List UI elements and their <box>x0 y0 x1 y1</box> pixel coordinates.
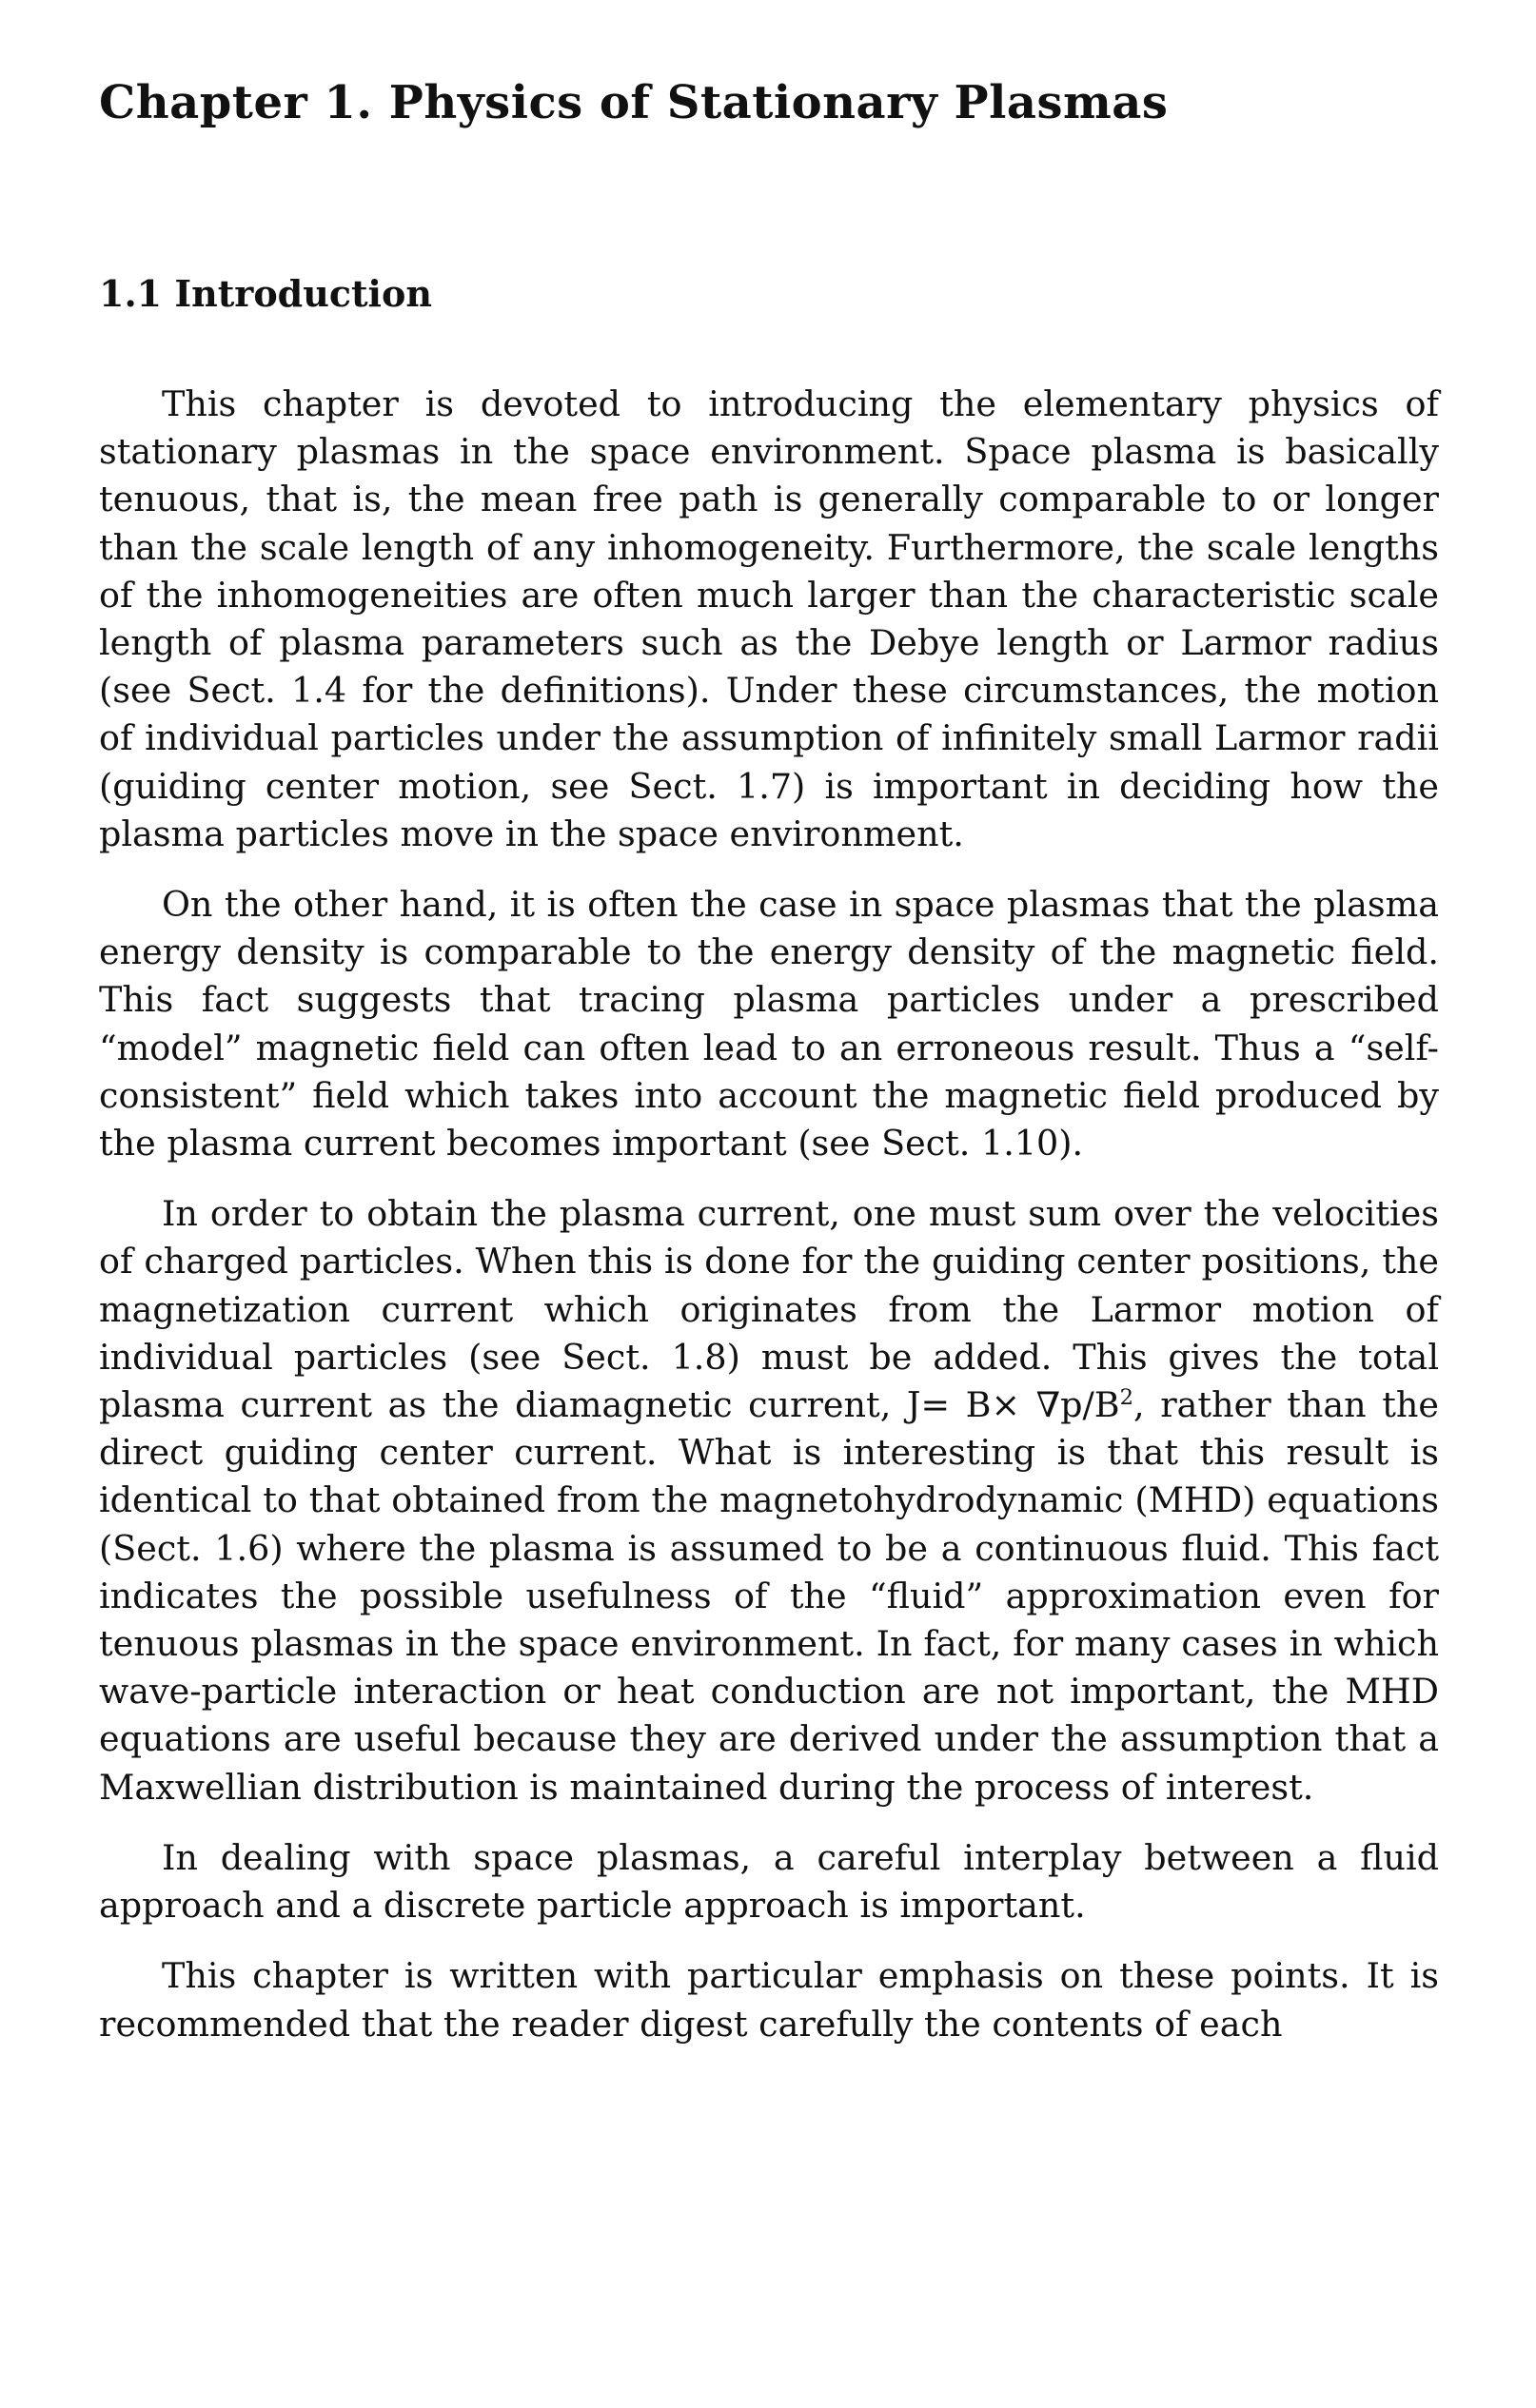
paragraph-fluid-particle-interplay: In dealing with space plasmas, a careful interplay between a fluid approach and a discrete particle approach is important. <box>99 1836 1439 1927</box>
paragraph-emphasis: This chapter is written with particular emphasis on these points. It is recommended that the reader digest carefully the contents of each <box>99 1955 1439 2045</box>
paragraph-plasma-current-text-end: , rather than the direct guiding center current. What is interesting is that this result is identical to that obtained from the magnetohydrodynamic (MHD) equations (Sect. 1.6) where the plasma is assumed to be a continuous fluid. This fact indicates the possible usefulness of the “fluid” approximation even for tenuous plasmas in the space environment. In fact, for many cases in which wave-particle interaction or heat conduction are not important, the MHD equations are useful because they are derived under the assumption that a Maxwellian distribution is maintained during the process of interest. <box>99 1384 1440 1808</box>
paragraph-plasma-current-text-start: In order to obtain the plasma current, one must sum over the velocities of charged particles. When this is done for the guiding center positions, the magnetization current which originates from the Larmor motion of individual particles (see Sect. 1.8) must be added. This gives the total plasma current as the diamagnetic current, <box>99 1193 1439 1426</box>
body-text <box>99 381 1439 2071</box>
paragraph-energy-density: On the other hand, it is often the case in space plasmas that the plasma energy density is comparable to the energy density of the magnetic field. This fact suggests that tracing plasma particles under a prescribed “model” magnetic field can often lead to an erroneous result. Thus a “self-consistent” field which takes into account the magnetic field produced by the plasma current becomes important (see Sect. 1.10). <box>99 884 1439 1165</box>
formula-exponent: 2 <box>1119 1384 1134 1410</box>
paragraph-plasma-current <box>99 1190 1439 1811</box>
paragraph-intro: This chapter is devoted to introducing the elementary physics of stationary plasmas in the space environment. Space plasma is basically tenuous, that is, the mean free path is generally comparable to or longer than the scale length of any inhomogeneity. Furthermore, the scale lengths of the inhomogeneities are often much larger than the characteristic scale length of plasma parameters such as the Debye length or Larmor radius (see Sect. 1.4 for the definitions). Under these circumstances, the motion of individual particles under the assumption of infinitely small Larmor radii (guiding center motion, see Sect. 1.7) is important in deciding how the plasma particles move in the space environment. <box>99 383 1439 854</box>
section-title: 1.1 Introduction <box>99 272 432 315</box>
chapter-title: Chapter 1. Physics of Stationary Plasmas <box>99 76 1169 129</box>
diamagnetic-current-formula: J= B× ∇p/B <box>906 1384 1120 1426</box>
